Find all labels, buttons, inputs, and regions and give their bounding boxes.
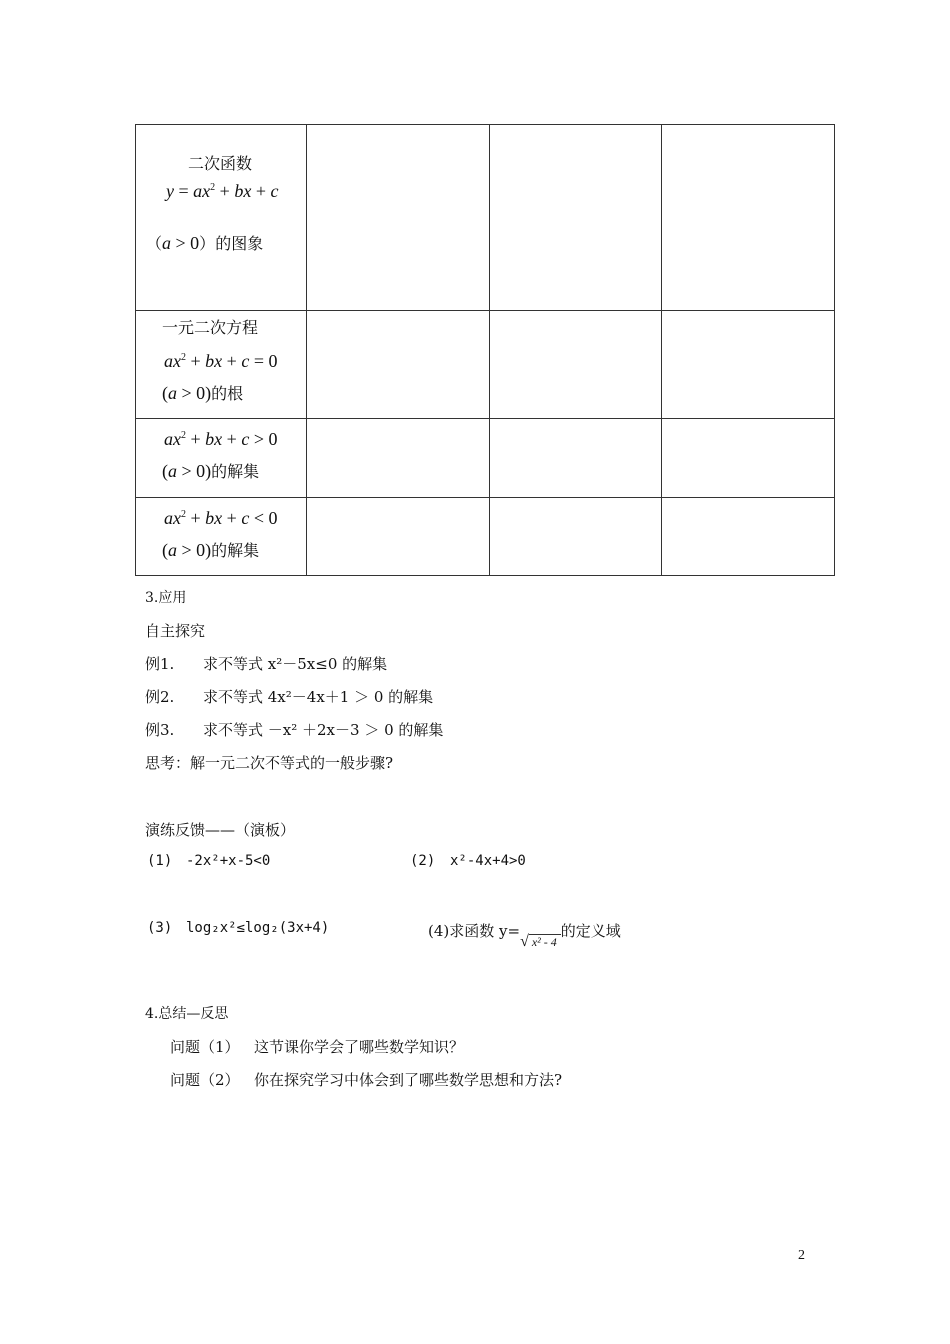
row2-condition: (a > 0)的根 [162,383,244,403]
table-cell-empty [307,125,490,311]
practice-heading: 演练反馈——（演板） [145,821,296,839]
row2-formula: $ax^2$ + bx + c = 0 [164,351,278,371]
table-cell-label [136,125,307,311]
practice3-text: log₂x²≤log₂(3x+4) [186,920,330,936]
practice4-item: (4)求函数 y=√ x² - 4的定义域 [428,922,621,950]
table-cell-empty [662,311,835,419]
section4-heading: 4.总结—反思 [145,1006,229,1022]
example3-text: 求不等式 －x² ＋2x－3 ＞ 0 的解集 [203,721,444,739]
practice2-text: x²-4x+4>0 [450,853,526,869]
table-cell-empty [490,419,662,498]
example2-text: 求不等式 4x²－4x＋1 ＞ 0 的解集 [203,688,434,706]
row3-formula: $ax^2$ + bx + c > 0 [164,429,278,449]
table-cell-empty [662,498,835,576]
sqrt-expression: √ x² - 4 [520,924,561,951]
example1-label: 例1. [145,655,175,673]
table-cell-label [136,419,307,498]
table-cell-empty [307,311,490,419]
thinking-question: 思考：解一元二次不等式的一般步骤? [145,754,394,772]
practice1-text: -2x²+x-5<0 [186,853,271,869]
table-cell-label [136,311,307,419]
row3-condition: (a > 0)的解集 [162,461,260,481]
table-row [136,419,835,498]
practice1-label: (1) [147,853,173,869]
table-cell-empty [307,498,490,576]
row1-condition: （a > 0）的图象 [146,233,264,253]
question2-text: 你在探究学习中体会到了哪些数学思想和方法? [254,1071,563,1089]
table-cell-empty [490,498,662,576]
question1-label: 问题（1） [170,1038,240,1056]
practice2-label: (2) [410,853,436,869]
example3-label: 例3. [145,721,175,739]
question2-label: 问题（2） [170,1071,240,1089]
table-cell-label [136,498,307,576]
table-cell-empty [490,311,662,419]
question1-text: 这节课你学会了哪些数学知识？ [254,1038,465,1056]
table-row [136,498,835,576]
table-row [136,125,835,311]
table-cell-empty [662,125,835,311]
row2-title: 一元二次方程 [162,318,259,337]
example2-label: 例2. [145,688,175,706]
row4-formula: $ax^2$ + bx + c < 0 [164,508,278,528]
page-number: 2 [798,1248,805,1263]
row1-title: 二次函数 [188,154,253,173]
example1-text: 求不等式 x²－5x≤0 的解集 [203,655,388,673]
section3-subheading: 自主探究 [145,622,206,640]
table-cell-empty [490,125,662,311]
table-cell-empty [307,419,490,498]
quadratic-summary-table [135,124,835,576]
practice3-label: (3) [147,920,173,936]
row4-condition: (a > 0)的解集 [162,540,260,560]
section3-heading: 3.应用 [145,590,187,606]
table-row [136,311,835,419]
row1-formula: $y = ax^2$ + bx + c [166,181,279,201]
table-cell-empty [662,419,835,498]
